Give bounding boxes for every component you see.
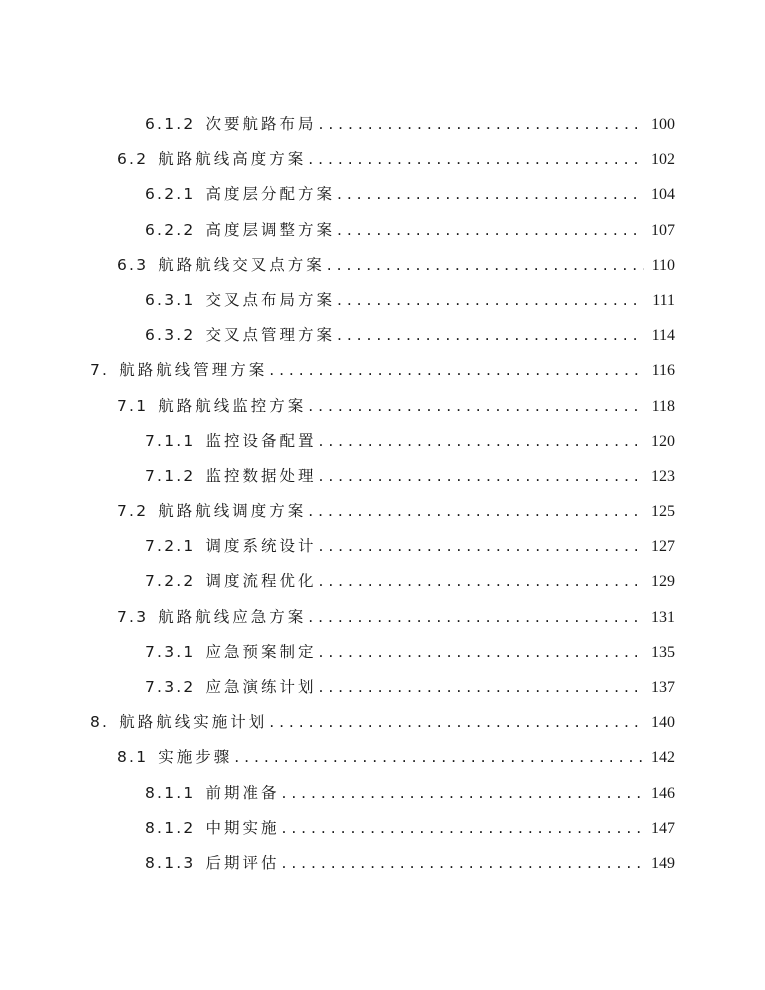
toc-dot-leader — [318, 635, 644, 670]
toc-entry-number: 6.3.1 — [145, 290, 196, 309]
toc-entry-number: 6.3 — [117, 255, 149, 274]
toc-entry[interactable] — [0, 846, 765, 881]
toc-entry-title: 高度层分配方案 — [205, 185, 335, 204]
toc-row — [145, 107, 765, 142]
toc-dot-leader — [318, 424, 644, 459]
toc-page-number: 142 — [651, 749, 675, 767]
toc-dot-leader — [308, 600, 644, 635]
toc-row — [145, 318, 765, 353]
toc-row — [90, 353, 765, 388]
toc-row — [145, 635, 765, 670]
toc-page-number: 147 — [651, 819, 675, 837]
toc-entry-number: 6.3.2 — [145, 326, 196, 345]
toc-dot-leader — [281, 776, 644, 811]
toc-entry-title: 航路航线管理方案 — [119, 361, 268, 380]
toc-row — [117, 740, 765, 775]
toc-entry[interactable] — [0, 811, 765, 846]
toc-entry-title: 航路航线交叉点方案 — [158, 255, 325, 274]
toc-page-number: 120 — [651, 432, 675, 450]
toc-page-number: 102 — [651, 151, 675, 169]
toc-entry[interactable] — [0, 740, 765, 775]
toc-row — [117, 600, 765, 635]
toc-entry[interactable] — [0, 177, 765, 212]
toc-entry[interactable] — [0, 213, 765, 248]
toc-dot-leader — [318, 564, 644, 599]
toc-entry-title: 实施步骤 — [158, 748, 233, 767]
toc-page-number: 110 — [651, 256, 675, 274]
toc-entry[interactable] — [0, 776, 765, 811]
toc-row — [145, 670, 765, 705]
toc-entry-number: 7.1.2 — [145, 466, 196, 485]
toc-entry-title: 前期准备 — [205, 783, 280, 802]
toc-entry-number: 6.1.2 — [145, 115, 196, 133]
toc-entry[interactable] — [0, 600, 765, 635]
toc-page-number: 114 — [651, 327, 675, 345]
toc-dot-leader — [337, 213, 644, 248]
toc-row — [145, 177, 765, 212]
toc-row — [145, 213, 765, 248]
toc-entry-number: 6.2 — [117, 150, 149, 169]
toc-row — [145, 283, 765, 318]
toc-entry[interactable] — [0, 670, 765, 705]
toc-page-number: 137 — [651, 679, 675, 696]
toc-page-number: 146 — [651, 784, 675, 802]
toc-page-number: 116 — [651, 362, 675, 380]
toc-entry[interactable] — [0, 705, 765, 740]
table-of-contents — [0, 107, 765, 881]
toc-row — [117, 494, 765, 529]
toc-page-number: 135 — [651, 643, 675, 661]
toc-entry[interactable] — [0, 283, 765, 318]
toc-page-number: 111 — [652, 291, 675, 309]
toc-entry[interactable] — [0, 248, 765, 283]
toc-dot-leader — [234, 740, 644, 775]
toc-dot-leader — [269, 705, 644, 740]
toc-page-number: 140 — [651, 714, 675, 732]
toc-entry-title: 航路航线调度方案 — [158, 502, 307, 521]
toc-row — [117, 142, 765, 177]
toc-dot-leader — [318, 670, 644, 705]
toc-row — [145, 424, 765, 459]
toc-entry-title: 调度系统设计 — [205, 537, 317, 556]
toc-row — [117, 389, 765, 424]
toc-row — [145, 459, 765, 494]
toc-dot-leader — [308, 494, 644, 529]
toc-page-number: 129 — [651, 573, 675, 591]
toc-entry-title: 航路航线高度方案 — [158, 150, 307, 169]
toc-page-number: 107 — [651, 221, 675, 239]
toc-dot-leader — [281, 846, 644, 881]
toc-row — [117, 248, 765, 283]
toc-page-number: 125 — [651, 503, 675, 521]
toc-entry-title: 航路航线监控方案 — [158, 396, 307, 415]
toc-row — [145, 846, 765, 881]
toc-entry[interactable] — [0, 564, 765, 599]
toc-entry-title: 高度层调整方案 — [205, 220, 335, 239]
toc-entry[interactable] — [0, 494, 765, 529]
toc-row — [145, 811, 765, 846]
toc-dot-leader — [327, 248, 644, 283]
toc-entry-title: 应急预案制定 — [205, 642, 317, 661]
toc-page-number: 149 — [651, 854, 675, 872]
toc-page-number: 127 — [651, 538, 675, 556]
toc-entry-title: 调度流程优化 — [205, 572, 317, 591]
toc-dot-leader — [318, 459, 644, 494]
toc-entry[interactable] — [0, 529, 765, 564]
toc-entry-title: 后期评估 — [205, 853, 280, 872]
toc-entry-number: 7.3 — [117, 607, 149, 626]
toc-entry-number: 7.2 — [117, 502, 149, 521]
toc-entry-title: 监控数据处理 — [205, 466, 317, 485]
toc-dot-leader — [337, 177, 644, 212]
toc-row — [145, 776, 765, 811]
toc-dot-leader — [318, 529, 644, 564]
toc-entry-title: 应急演练计划 — [205, 678, 317, 696]
toc-dot-leader — [337, 283, 644, 318]
toc-entry[interactable] — [0, 318, 765, 353]
toc-entry[interactable] — [0, 142, 765, 177]
toc-dot-leader — [318, 107, 644, 142]
toc-entry-number: 7. — [90, 361, 110, 380]
toc-row — [90, 705, 765, 740]
toc-entry-number: 7.2.1 — [145, 537, 196, 556]
toc-dot-leader — [281, 811, 644, 846]
toc-page-number: 118 — [651, 397, 675, 415]
toc-page-number: 123 — [651, 467, 675, 485]
toc-entry-title: 航路航线实施计划 — [119, 713, 268, 732]
toc-entry-number: 8.1 — [117, 748, 149, 767]
toc-entry-title: 航路航线应急方案 — [158, 607, 307, 626]
toc-entry-number: 7.3.2 — [145, 678, 196, 696]
toc-entry-number: 7.3.1 — [145, 642, 196, 661]
toc-entry[interactable] — [0, 107, 765, 142]
toc-entry-number: 7.1 — [117, 396, 149, 415]
toc-entry[interactable] — [0, 635, 765, 670]
toc-entry-title: 监控设备配置 — [205, 431, 317, 450]
toc-entry-number: 6.2.1 — [145, 185, 196, 204]
toc-dot-leader — [308, 389, 644, 424]
toc-dot-leader — [337, 318, 644, 353]
toc-entry-number: 8. — [90, 713, 110, 732]
toc-entry-number: 8.1.1 — [145, 783, 196, 802]
toc-page-number: 131 — [651, 608, 675, 626]
toc-dot-leader — [269, 353, 644, 388]
toc-dot-leader — [308, 142, 644, 177]
toc-entry-number: 6.2.2 — [145, 220, 196, 239]
toc-entry-title: 次要航路布局 — [205, 115, 317, 133]
toc-entry-title: 交叉点布局方案 — [205, 290, 335, 309]
toc-entry[interactable] — [0, 424, 765, 459]
toc-page-number: 100 — [651, 116, 675, 133]
toc-entry-number: 7.2.2 — [145, 572, 196, 591]
toc-page-number: 104 — [651, 186, 675, 204]
toc-entry-number: 8.1.3 — [145, 853, 196, 872]
toc-entry-title: 中期实施 — [205, 818, 280, 837]
toc-entry[interactable] — [0, 459, 765, 494]
toc-entry-title: 交叉点管理方案 — [205, 326, 335, 345]
toc-entry[interactable] — [0, 389, 765, 424]
toc-entry-number: 8.1.2 — [145, 818, 196, 837]
toc-entry[interactable] — [0, 353, 765, 388]
toc-row — [145, 564, 765, 599]
toc-entry-number: 7.1.1 — [145, 431, 196, 450]
toc-row — [145, 529, 765, 564]
